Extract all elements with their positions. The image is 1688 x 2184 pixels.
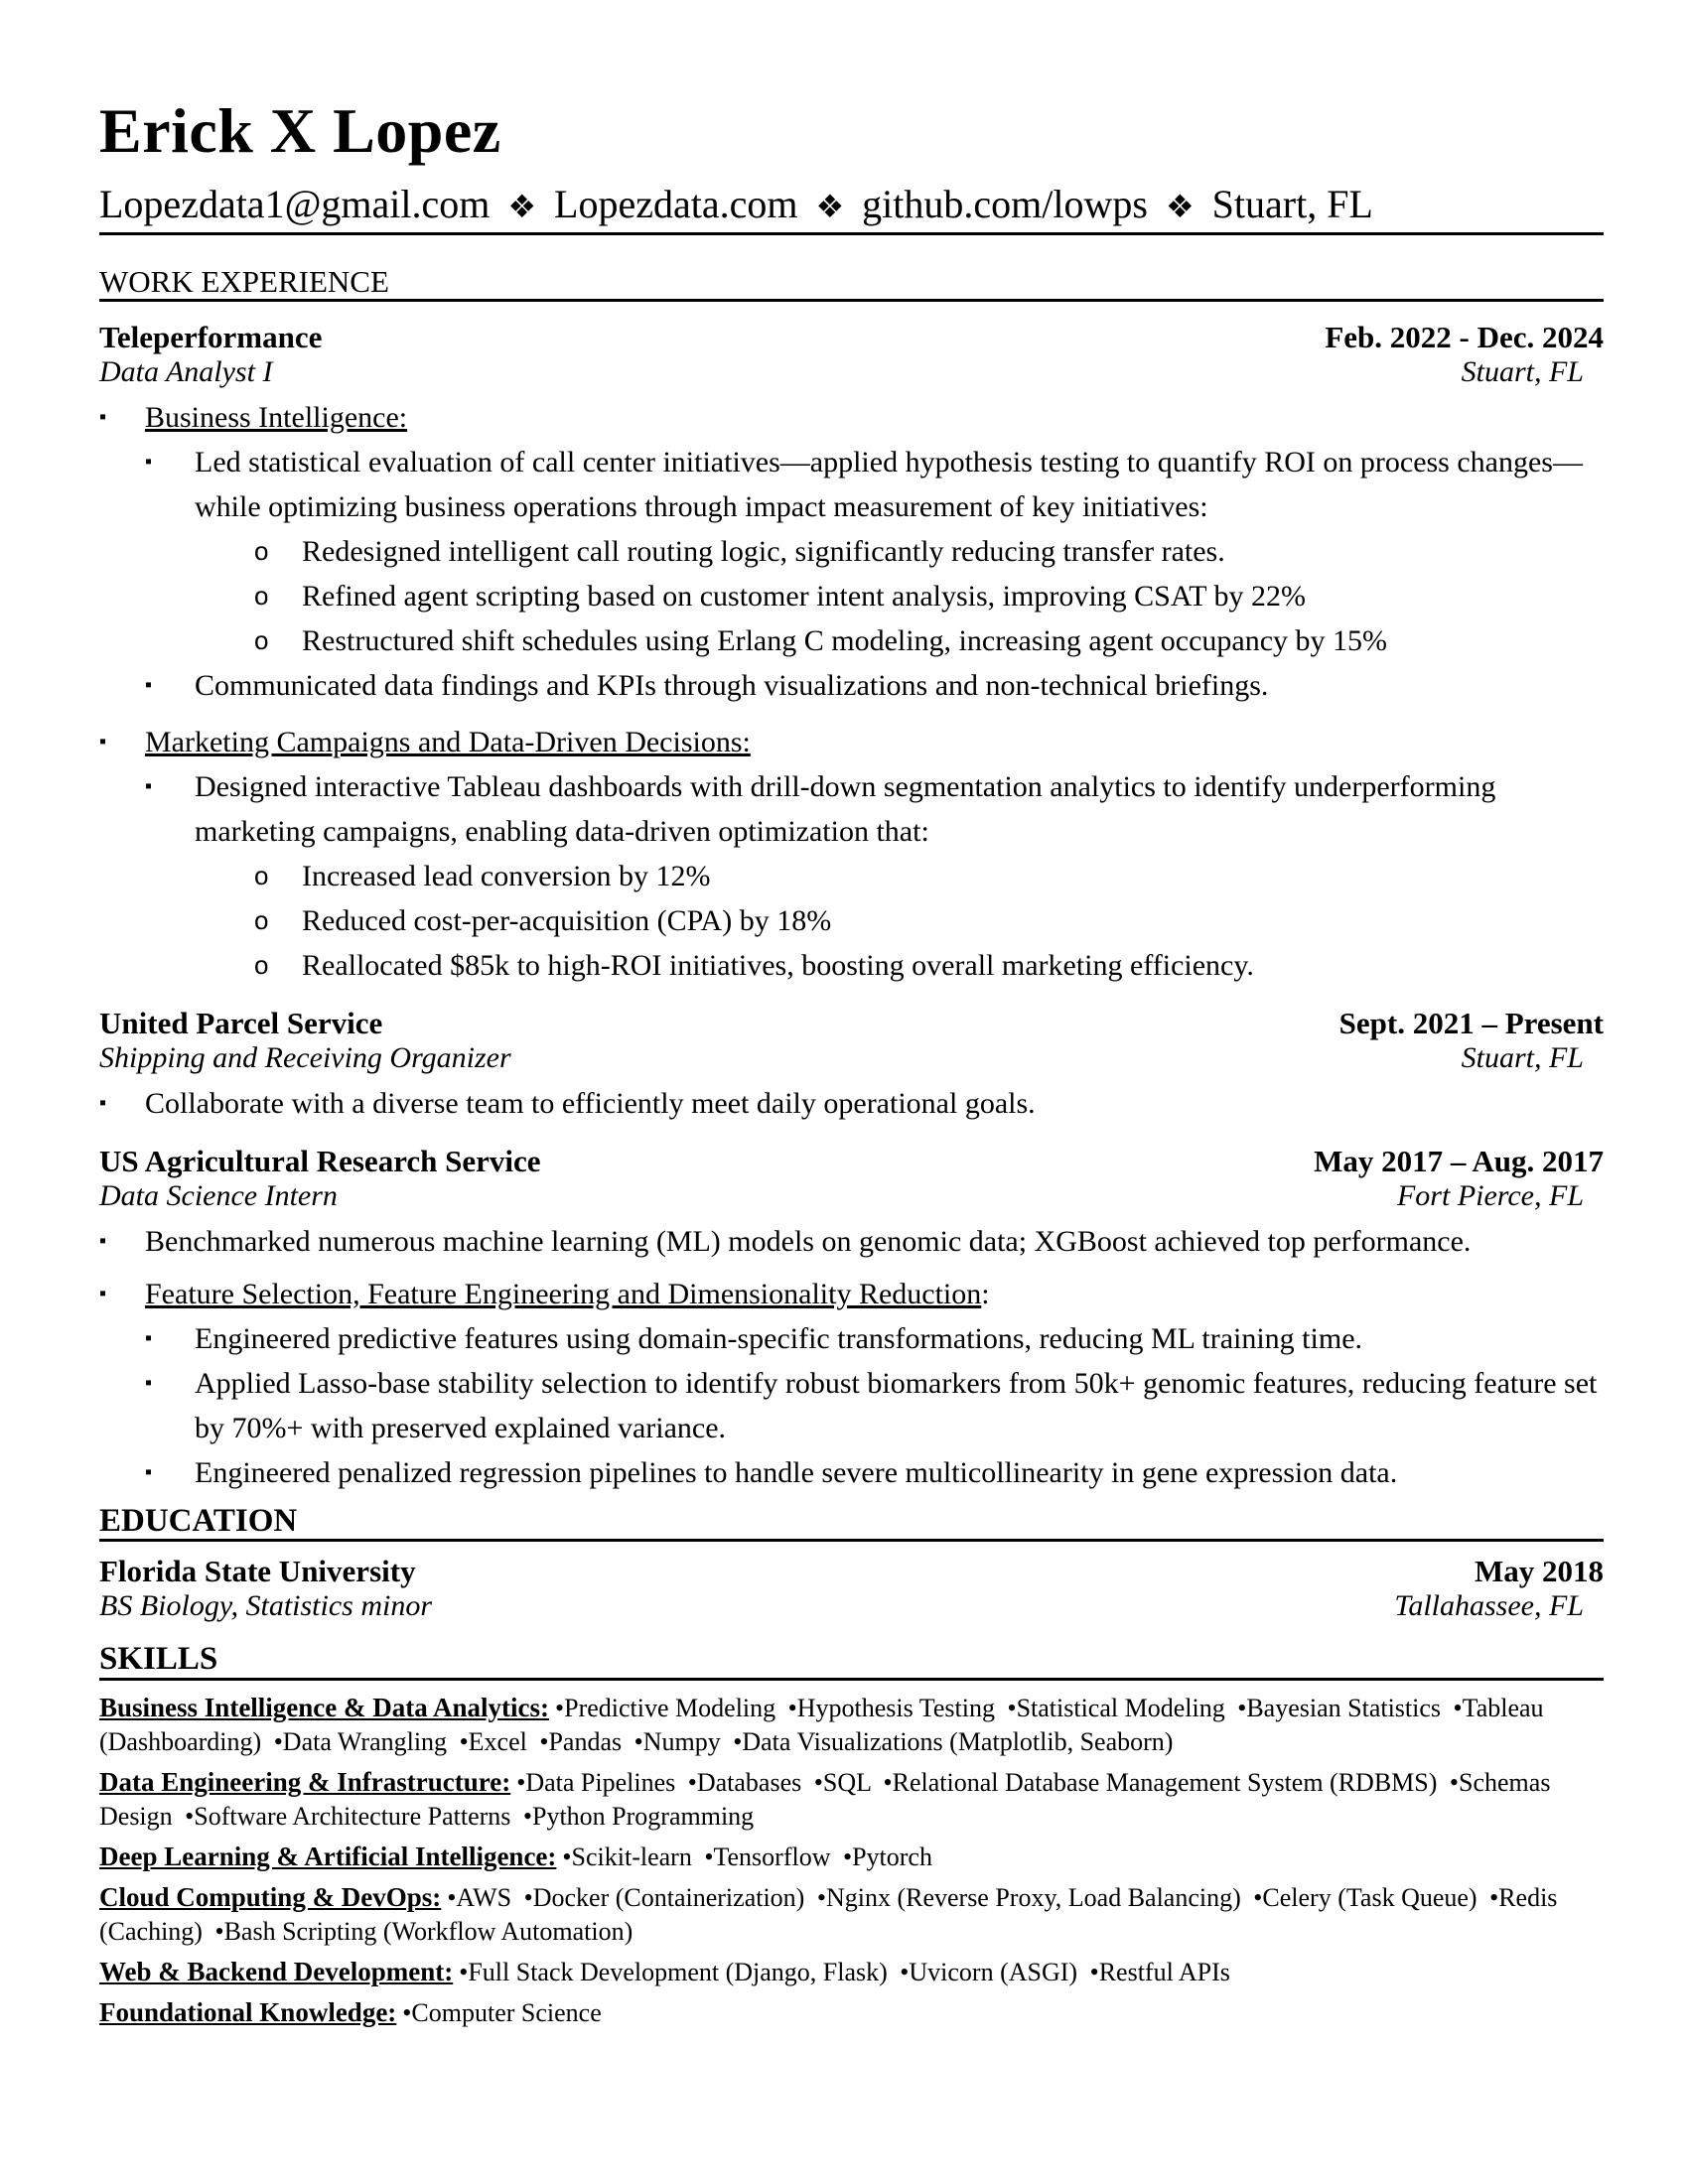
skill-row <box>99 1995 1604 2030</box>
skill-item: • Schemas Design <box>99 1768 1550 1831</box>
list-item: ▪ Communicated data findings and KPIs through visualizations and non-technical briefings. <box>145 663 1604 708</box>
skill-item: • Pytorch <box>837 1843 932 1871</box>
skill-row <box>99 1765 1604 1834</box>
list-item: o Restructured shift schedules using Erlang C modeling, increasing agent occupancy by 15% <box>244 618 1604 663</box>
skill-category: Cloud Computing & DevOps: <box>99 1881 442 1912</box>
skill-item: • SQL <box>808 1768 871 1797</box>
group-heading: Business Intelligence: <box>145 401 408 435</box>
skill-item: • Numpy <box>629 1727 721 1756</box>
website-link[interactable]: Lopezdata.com <box>554 182 798 226</box>
skill-category: Data Engineering & Infrastructure: <box>99 1766 511 1797</box>
skill-category: Web & Backend Development: <box>99 1956 454 1986</box>
skills-heading: SKILLS <box>99 1641 1604 1680</box>
job-location: Stuart, FL <box>1461 355 1584 389</box>
skill-row <box>99 1691 1604 1759</box>
email-link[interactable]: Lopezdata1@gmail.com <box>99 182 491 226</box>
school-location: Tallahassee, FL <box>1394 1589 1584 1623</box>
list-item: ▪ Engineered predictive features using domain-specific transformations, reducing ML training time. <box>145 1316 1604 1361</box>
group-heading-colon: : <box>981 1278 990 1311</box>
education-heading: EDUCATION <box>99 1503 1604 1542</box>
skill-item: • Predictive Modeling <box>549 1694 775 1722</box>
skill-row <box>99 1955 1604 1989</box>
skill-item: • Bash Scripting (Workflow Automation) <box>209 1917 633 1946</box>
skill-item: • Tableau (Dashboarding) <box>99 1694 1544 1756</box>
skill-row <box>99 1840 1604 1874</box>
skill-item: • Statistical Modeling <box>1001 1694 1224 1722</box>
skill-item: • Excel <box>454 1727 527 1756</box>
list-item <box>145 440 1604 663</box>
skill-item: • Nginx (Reverse Proxy, Load Balancing) <box>811 1883 1241 1912</box>
skill-item: • Celery (Task Queue) <box>1247 1883 1477 1912</box>
list-item: o Increased lead conversion by 12% <box>244 854 1604 898</box>
job-location: Fort Pierce, FL <box>1396 1179 1584 1213</box>
skill-item: • Hypothesis Testing <box>782 1694 995 1722</box>
skill-category: Business Intelligence & Data Analytics: <box>99 1692 550 1722</box>
list-item <box>99 720 1604 988</box>
job-dates: Feb. 2022 - Dec. 2024 <box>1325 320 1604 355</box>
list-item <box>145 764 1604 988</box>
list-item: ▪ Applied Lasso-base stability selection to identify robust biomarkers from 50k+ genomic features, reducing feature set by 70%+ with preserved explained variance. <box>145 1361 1604 1450</box>
list-item: ▪ Benchmarked numerous machine learning (ML) models on genomic data; XGBoost achieved top performance. <box>99 1219 1604 1264</box>
school-name: Florida State University <box>99 1554 416 1589</box>
bullet-text: Designed interactive Tableau dashboards with drill-down segmentation analytics to identify underperforming marketing campaigns, enabling data-driven optimization that: <box>195 770 1496 849</box>
candidate-name: Erick X Lopez <box>99 95 501 166</box>
bullet-text: Led statistical evaluation of call center initiatives—applied hypothesis testing to quantify ROI on process changes—while optimizing business operations through impact measurement of key initiatives: <box>195 446 1583 524</box>
job-dates: May 2017 – Aug. 2017 <box>1314 1144 1604 1179</box>
skill-item: • Restful APIs <box>1084 1958 1230 1986</box>
list-item: ▪ Engineered penalized regression pipelines to handle severe multicollinearity in gene expression data. <box>145 1450 1604 1495</box>
skill-item: • Relational Database Management System (RDBMS) <box>878 1768 1438 1797</box>
skill-item: • Uvicorn (ASGI) <box>894 1958 1077 1986</box>
skill-item: • Python Programming <box>517 1802 754 1831</box>
job-ups <box>99 1006 1604 1126</box>
skill-row <box>99 1880 1604 1949</box>
github-link[interactable]: github.com/lowps <box>862 182 1148 226</box>
skill-item: • Software Architecture Patterns <box>179 1802 510 1831</box>
skill-item: • Computer Science <box>396 1998 601 2027</box>
company-name: United Parcel Service <box>99 1006 383 1041</box>
skill-item: • Pandas <box>533 1727 622 1756</box>
skill-item: • Redis (Caching) <box>99 1883 1557 1946</box>
list-item: o Reallocated $85k to high-ROI initiatives, boosting overall marketing efficiency. <box>244 943 1604 988</box>
job-usda-ars <box>99 1144 1604 1495</box>
diamond-separator-icon: ❖ <box>507 189 537 224</box>
skill-item: • Full Stack Development (Django, Flask) <box>453 1958 888 1986</box>
list-item <box>99 395 1604 708</box>
diamond-separator-icon: ❖ <box>1165 189 1195 224</box>
skill-category: Foundational Knowledge: <box>99 1996 397 2027</box>
skill-item: • Data Wrangling <box>268 1727 447 1756</box>
job-teleperformance <box>99 320 1604 988</box>
company-name: US Agricultural Research Service <box>99 1144 541 1179</box>
skill-item: • Tensorflow <box>698 1843 830 1871</box>
job-role: Shipping and Receiving Organizer <box>99 1041 511 1075</box>
skill-item: • AWS <box>441 1883 511 1912</box>
skill-item: • Docker (Containerization) <box>518 1883 805 1912</box>
skills-list <box>99 1691 1604 2030</box>
skill-item: • Databases <box>682 1768 802 1797</box>
group-heading: Marketing Campaigns and Data-Driven Decisions: <box>145 726 751 759</box>
skill-item: • Data Visualizations (Matplotlib, Seaborn) <box>727 1727 1173 1756</box>
job-role: Data Science Intern <box>99 1179 338 1213</box>
list-item <box>99 1272 1604 1495</box>
work-experience-heading: WORK EXPERIENCE <box>99 265 1604 302</box>
diamond-separator-icon: ❖ <box>815 189 845 224</box>
skill-item: • Scikit-learn <box>556 1843 691 1871</box>
job-role: Data Analyst I <box>99 355 273 389</box>
education-entry <box>99 1554 1604 1623</box>
list-item: o Refined agent scripting based on customer intent analysis, improving CSAT by 22% <box>244 574 1604 618</box>
list-item: ▪ Collaborate with a diverse team to efficiently meet daily operational goals. <box>99 1081 1604 1126</box>
job-dates: Sept. 2021 – Present <box>1338 1006 1604 1041</box>
group-heading: Feature Selection, Feature Engineering and Dimensionality Reduction <box>145 1278 982 1311</box>
company-name: Teleperformance <box>99 320 323 355</box>
contact-location: Stuart, FL <box>1211 182 1373 226</box>
skill-category: Deep Learning & Artificial Intelligence: <box>99 1841 557 1871</box>
job-location: Stuart, FL <box>1461 1041 1584 1075</box>
skill-item: • Data Pipelines <box>510 1768 675 1797</box>
contact-line <box>99 181 1604 235</box>
list-item: o Reduced cost-per-acquisition (CPA) by 18% <box>244 898 1604 943</box>
graduation-date: May 2018 <box>1474 1554 1604 1589</box>
list-item: o Redesigned intelligent call routing logic, significantly reducing transfer rates. <box>244 529 1604 574</box>
resume-page <box>99 95 1604 2036</box>
degree: BS Biology, Statistics minor <box>99 1589 432 1623</box>
skill-item: • Bayesian Statistics <box>1231 1694 1441 1722</box>
